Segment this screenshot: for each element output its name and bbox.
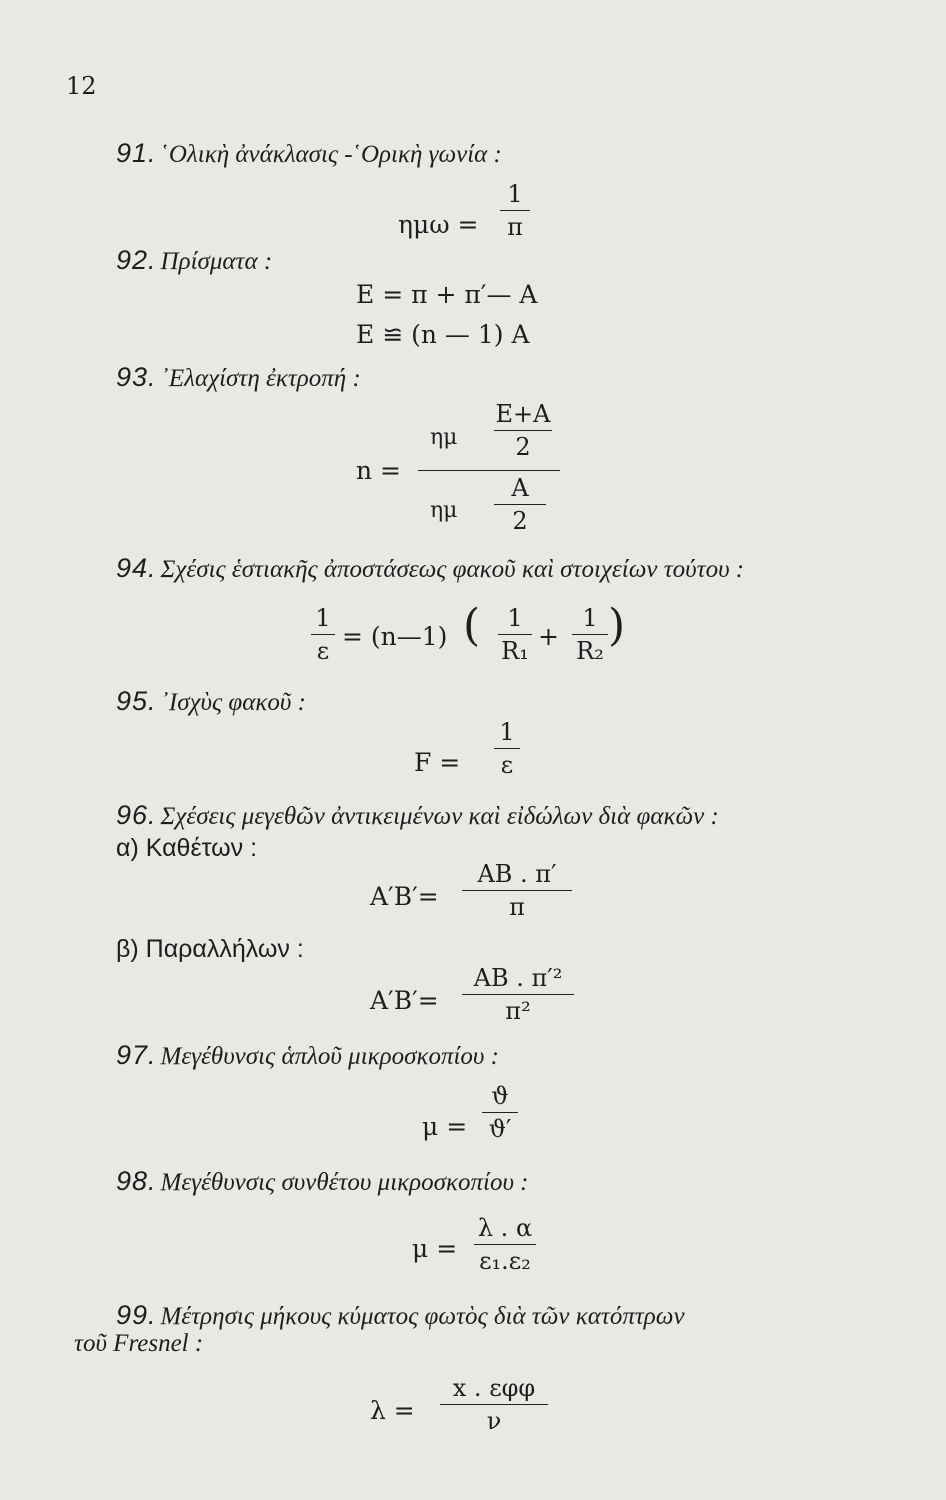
section-91-heading [116,138,502,169]
formula-93-numerator-fraction [494,400,552,461]
section-title: Μεγέθυνσις συνθέτου μικροσκοπίου : [160,1169,529,1196]
numerator: AB . π′ [477,860,557,888]
numerator: 1 [507,604,523,632]
section-number: 92. [116,245,157,275]
numerator: λ . α [477,1214,533,1242]
formula-95-lhs: F = [414,748,461,777]
denominator: π [509,893,525,921]
formula-96a-lhs: A′B′= [370,882,439,911]
formula-93-function: ημ [430,425,458,450]
fraction-bar [311,634,335,635]
numerator: 1 [315,604,331,632]
denominator: ε [316,637,330,665]
formula-94-fraction-1 [498,604,532,665]
formula-94-fraction-2 [572,604,608,665]
formula-93-main-bar [418,470,560,471]
formula-94-middle: = (n—1) [342,622,448,651]
section-title: Πρίσματα : [160,248,273,275]
fraction-bar [474,1244,536,1245]
numerator: 1 [499,718,515,746]
section-number: 96. [116,800,157,830]
formula-96b-lhs: A′B′= [370,986,439,1015]
right-paren: ) [608,600,626,651]
left-paren: ( [463,600,481,651]
section-92-heading [116,245,272,276]
formula-93-denominator-fraction [494,474,546,535]
section-title: Σχέσις ἑστιακῆς ἀποστάσεως φακοῦ καὶ στοιχείων τούτου : [160,556,745,583]
formula-96a-fraction [462,860,572,921]
numerator: 1 [582,604,598,632]
fraction-bar [440,1404,548,1405]
section-99-title-continued: τοῦ Fresnel : [74,1330,204,1357]
numerator: 1 [507,180,523,208]
section-title: ῾Ολικὴ ἀνάκλασις -῾Ορικὴ γωνία : [160,141,502,168]
numerator: ϑ [491,1082,509,1110]
denominator: 2 [512,507,528,535]
formula-97-lhs: μ = [422,1112,468,1141]
fraction-bar [462,994,574,995]
formula-95-fraction [494,718,520,779]
section-93-heading [116,362,361,393]
formula-92b: E ≌ (n — 1) A [356,320,530,349]
section-96-heading [116,800,719,831]
section-number: 93. [116,362,157,392]
section-title: Μεγέθυνσις ἁπλοῦ μικροσκοπίου : [160,1043,499,1070]
numerator: x . εφφ [452,1374,536,1402]
sub-label-a: α) Καθέτων : [116,834,258,862]
formula-99-lhs: λ = [370,1396,415,1425]
sub-label-b: β) Παραλλήλων : [116,935,304,963]
section-number: 99. [116,1300,157,1330]
section-95-heading [116,686,306,717]
section-97-heading [116,1040,499,1071]
section-title: ᾿Ελαχίστη ἐκτροπή : [160,365,361,392]
section-number: 97. [116,1040,157,1070]
formula-97-fraction [482,1082,518,1143]
fraction-bar [572,634,608,635]
section-number: 91. [116,138,157,168]
formula-91-fraction [500,180,530,241]
fraction-bar [494,430,552,431]
denominator: ε [500,751,514,779]
denominator: R₂ [576,637,604,665]
denominator: 2 [515,433,531,461]
formula-94-plus: + [538,622,559,651]
section-title: Σχέσεις μεγεθῶν ἀντικειμένων καὶ εἰδώλων διὰ φακῶν : [160,803,719,830]
section-title: Μέτρησις μήκους κύματος φωτὸς διὰ τῶν κατόπτρων [160,1303,685,1330]
formula-96b-fraction [462,964,574,1025]
fraction-bar [500,210,530,211]
formula-93-lhs: n = [356,456,401,485]
fraction-bar [494,748,520,749]
fraction-bar [462,890,572,891]
page-number: 12 [66,72,97,100]
denominator: π² [505,997,531,1025]
fraction-bar [494,504,546,505]
section-title: ᾿Ισχὺς φακοῦ : [160,689,306,716]
denominator: ε₁.ε₂ [479,1247,531,1275]
section-99-heading [116,1300,685,1331]
numerator: A [511,474,529,502]
fraction-bar [482,1112,518,1113]
formula-93-function: ημ [430,498,458,523]
numerator: E+A [495,400,551,428]
denominator: ν [486,1407,502,1435]
section-94-heading [116,553,744,584]
section-98-heading [116,1166,529,1197]
formula-99-fraction [440,1374,548,1435]
formula-98-lhs: μ = [412,1234,458,1263]
formula-92a: E = π + π′— A [356,280,538,309]
formula-94-lhs-fraction [311,604,335,665]
denominator: R₁ [501,637,529,665]
numerator: AB . π′² [473,964,563,992]
fraction-bar [498,634,532,635]
section-number: 94. [116,553,157,583]
denominator: ϑ′ [488,1115,512,1143]
denominator: π [507,213,523,241]
formula-91-lhs: ημω = [398,210,479,239]
formula-98-fraction [474,1214,536,1275]
section-number: 95. [116,686,157,716]
section-number: 98. [116,1166,157,1196]
